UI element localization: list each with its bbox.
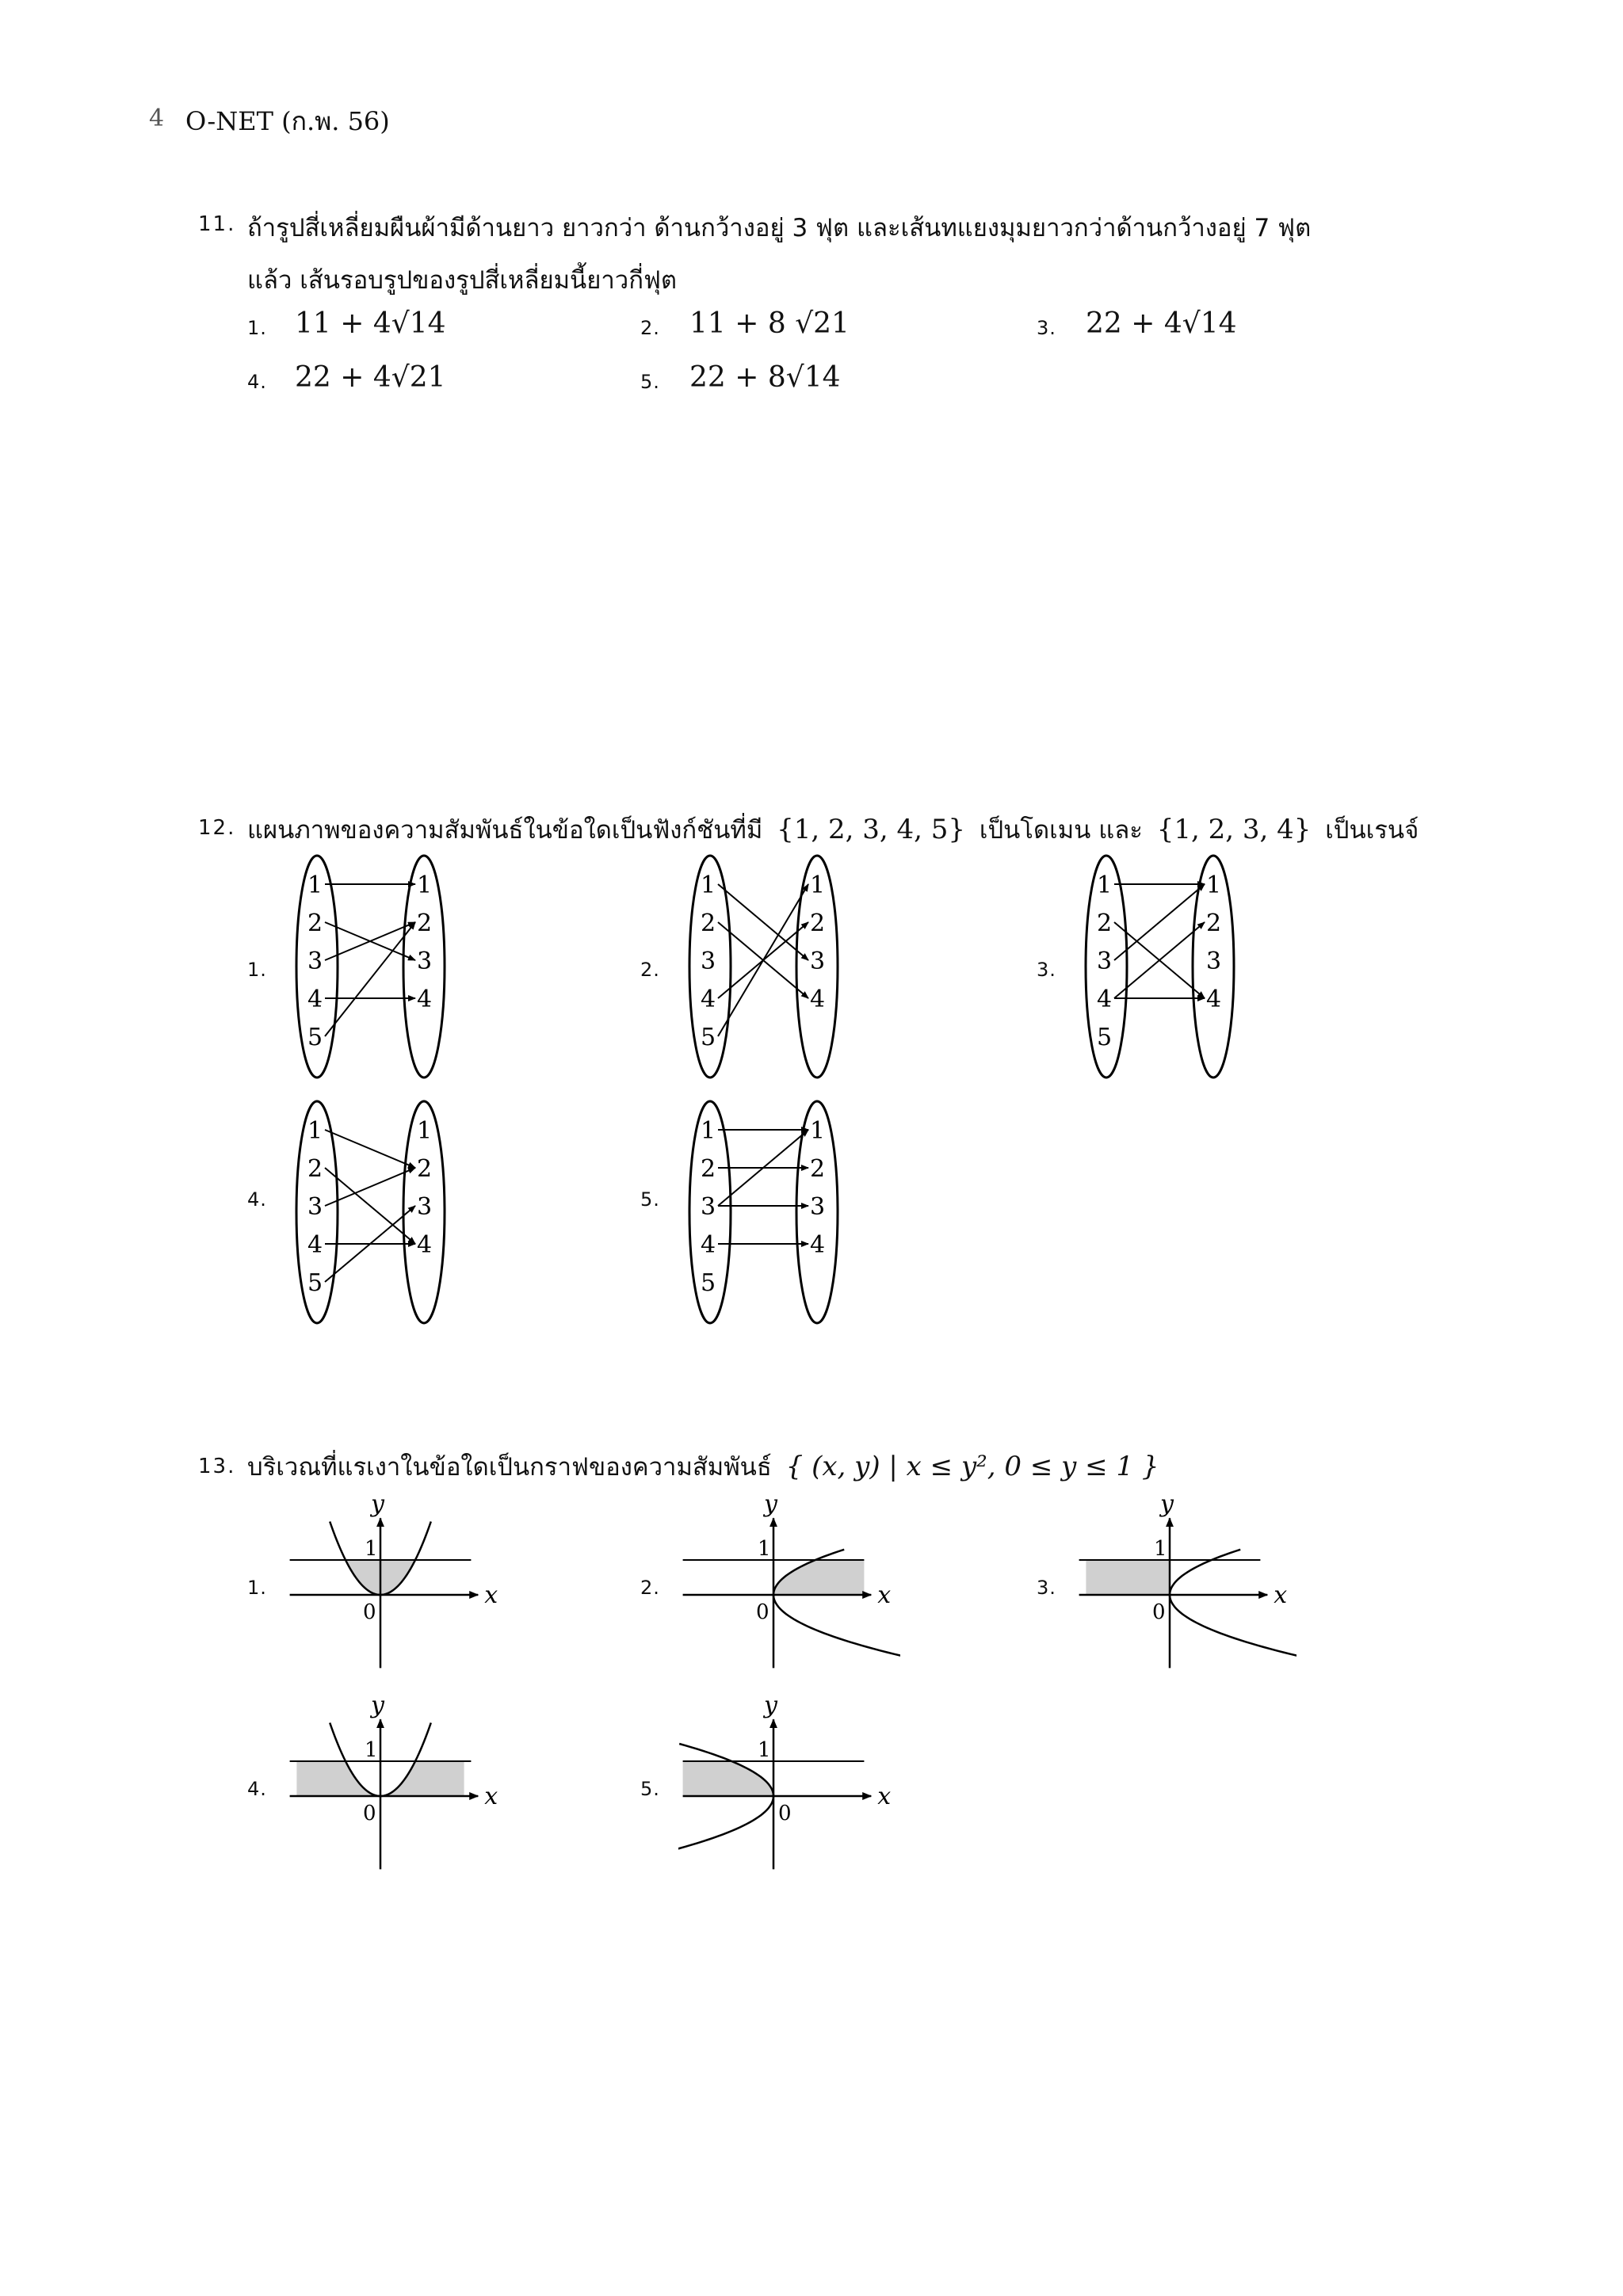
origin-label: 0 xyxy=(778,1802,792,1825)
domain-label: 5 xyxy=(701,1024,716,1051)
range-label: 1 xyxy=(417,871,433,899)
range-label: 2 xyxy=(810,1155,826,1183)
option-number[interactable]: 4. xyxy=(247,371,267,393)
mapping-arrow xyxy=(325,1130,415,1168)
range-label: 3 xyxy=(810,1193,826,1221)
mapping-diagram[interactable] xyxy=(285,848,460,1085)
range-label: 4 xyxy=(1206,986,1222,1013)
domain-label: 1 xyxy=(307,1117,323,1145)
domain-label: 3 xyxy=(701,948,716,975)
option-number[interactable]: 3. xyxy=(1037,317,1056,339)
option-answer[interactable]: 11 + 4√14 xyxy=(295,307,446,340)
shaded-region xyxy=(773,1560,864,1595)
shaded-graph[interactable] xyxy=(678,1480,900,1670)
option-number[interactable]: 5. xyxy=(640,371,660,393)
question-number: 11. xyxy=(198,212,236,236)
mapping-diagram[interactable] xyxy=(1075,848,1249,1085)
domain-label: 3 xyxy=(1097,948,1113,975)
range-label: 4 xyxy=(417,1231,433,1259)
domain-label: 4 xyxy=(701,1231,716,1259)
origin-label: 0 xyxy=(1152,1600,1166,1624)
shaded-graph[interactable] xyxy=(285,1681,507,1871)
question-number: 13. xyxy=(198,1455,236,1478)
option-number[interactable]: 1. xyxy=(247,1577,267,1599)
option-number[interactable]: 1. xyxy=(247,959,267,981)
shaded-region xyxy=(683,1761,773,1796)
range-label: 1 xyxy=(417,1117,433,1145)
option-number[interactable]: 2. xyxy=(640,959,660,981)
shaded-region xyxy=(1086,1560,1170,1595)
question-text-a: แผนภาพของความสัมพันธ์ในข้อใดเป็นฟังก์ชันที่มี xyxy=(247,816,763,845)
domain-label: 3 xyxy=(307,948,323,975)
tick-label-1: 1 xyxy=(758,1537,771,1561)
shaded-graph[interactable] xyxy=(285,1480,507,1670)
relation-set: { (x, y) | x ≤ y², 0 ≤ y ≤ 1 } xyxy=(785,1451,1159,1482)
domain-label: 3 xyxy=(701,1193,716,1221)
domain-label: 2 xyxy=(1097,910,1113,937)
question-text-c: เป็นเรนจ์ xyxy=(1325,816,1419,845)
tick-label-1: 1 xyxy=(365,1537,378,1561)
option-number[interactable]: 3. xyxy=(1037,1577,1056,1599)
option-answer[interactable]: 22 + 4√14 xyxy=(1086,307,1237,340)
page-header-title: O-NET (ก.พ. 56) xyxy=(185,106,390,136)
domain-label: 4 xyxy=(1097,986,1113,1013)
range-label: 1 xyxy=(1206,871,1222,899)
y-axis-label: y xyxy=(371,1691,384,1720)
y-axis-label: y xyxy=(1160,1490,1174,1519)
domain-label: 5 xyxy=(307,1269,323,1297)
origin-label: 0 xyxy=(363,1802,376,1825)
page-number: 4 xyxy=(149,105,165,132)
domain-label: 1 xyxy=(307,871,323,899)
mapping-arrow xyxy=(1114,884,1205,960)
range-label: 2 xyxy=(810,910,826,937)
range-label: 4 xyxy=(810,986,826,1013)
question-number: 12. xyxy=(198,816,236,840)
range-label: 3 xyxy=(417,1193,433,1221)
option-answer[interactable]: 11 + 8 √21 xyxy=(689,307,850,340)
question-text-line2: แล้ว เส้นรอบรูปของรูปสี่เหลี่ยมนี้ยาวกี่ฟุต xyxy=(247,266,678,295)
question-text-line1: ถ้ารูปสี่เหลี่ยมผืนผ้ามีด้านยาว ยาวกว่า ด้านกว้างอยู่ 3 ฟุต และเส้นทแยงมุมยาวกว่าด้านกว้างอยู่ 7 ฟุต xyxy=(247,214,1312,242)
mapping-arrow xyxy=(325,1168,415,1206)
question-text-a: บริเวณที่แรเงาในข้อใดเป็นกราฟของความสัมพันธ์ xyxy=(247,1453,772,1482)
domain-label: 2 xyxy=(701,910,716,937)
question-text-b: เป็นโดเมน และ xyxy=(979,816,1143,845)
domain-label: 4 xyxy=(307,1231,323,1259)
tick-label-1: 1 xyxy=(365,1738,378,1762)
mapping-diagram[interactable] xyxy=(678,1093,853,1331)
range-label: 4 xyxy=(810,1231,826,1259)
shaded-graph[interactable] xyxy=(1075,1480,1296,1670)
option-number[interactable]: 2. xyxy=(640,1577,660,1599)
y-axis-label: y xyxy=(764,1691,777,1720)
y-axis-label: y xyxy=(764,1490,777,1519)
range-label: 3 xyxy=(1206,948,1222,975)
option-answer[interactable]: 22 + 4√21 xyxy=(295,361,446,394)
domain-label: 2 xyxy=(307,1155,323,1183)
range-label: 3 xyxy=(417,948,433,975)
tick-label-1: 1 xyxy=(1154,1537,1167,1561)
domain-label: 4 xyxy=(307,986,323,1013)
range-set: {1, 2, 3, 4} xyxy=(1156,814,1312,845)
option-number[interactable]: 3. xyxy=(1037,959,1056,981)
option-number[interactable]: 4. xyxy=(247,1778,267,1800)
domain-label: 1 xyxy=(701,871,716,899)
x-axis-label: x xyxy=(877,1581,892,1609)
domain-label: 2 xyxy=(307,910,323,937)
domain-set: {1, 2, 3, 4, 5} xyxy=(777,814,966,845)
range-label: 3 xyxy=(810,948,826,975)
mapping-diagram[interactable] xyxy=(678,848,853,1085)
range-label: 4 xyxy=(417,986,433,1013)
option-number[interactable]: 2. xyxy=(640,317,660,339)
question-text xyxy=(247,810,1419,849)
tick-label-1: 1 xyxy=(758,1738,771,1762)
x-axis-label: x xyxy=(484,1783,498,1810)
option-number[interactable]: 4. xyxy=(247,1188,267,1211)
range-label: 2 xyxy=(417,1155,433,1183)
shaded-graph[interactable] xyxy=(678,1681,900,1871)
domain-label: 5 xyxy=(1097,1024,1113,1051)
domain-label: 4 xyxy=(701,986,716,1013)
domain-label: 5 xyxy=(701,1269,716,1297)
y-axis-label: y xyxy=(371,1490,384,1519)
option-number[interactable]: 5. xyxy=(640,1188,660,1211)
domain-label: 2 xyxy=(701,1155,716,1183)
option-number[interactable]: 5. xyxy=(640,1778,660,1800)
x-axis-label: x xyxy=(877,1783,892,1810)
option-number[interactable]: 1. xyxy=(247,317,267,339)
range-label: 2 xyxy=(1206,910,1222,937)
range-label: 2 xyxy=(417,910,433,937)
x-axis-label: x xyxy=(1274,1581,1288,1609)
mapping-diagram[interactable] xyxy=(285,1093,460,1331)
range-label: 1 xyxy=(810,871,826,899)
range-label: 1 xyxy=(810,1117,826,1145)
x-axis-label: x xyxy=(484,1581,498,1609)
domain-label: 5 xyxy=(307,1024,323,1051)
origin-label: 0 xyxy=(756,1600,769,1624)
option-answer[interactable]: 22 + 8√14 xyxy=(689,361,841,394)
origin-label: 0 xyxy=(363,1600,376,1624)
domain-label: 1 xyxy=(701,1117,716,1145)
domain-label: 3 xyxy=(307,1193,323,1221)
domain-label: 1 xyxy=(1097,871,1113,899)
